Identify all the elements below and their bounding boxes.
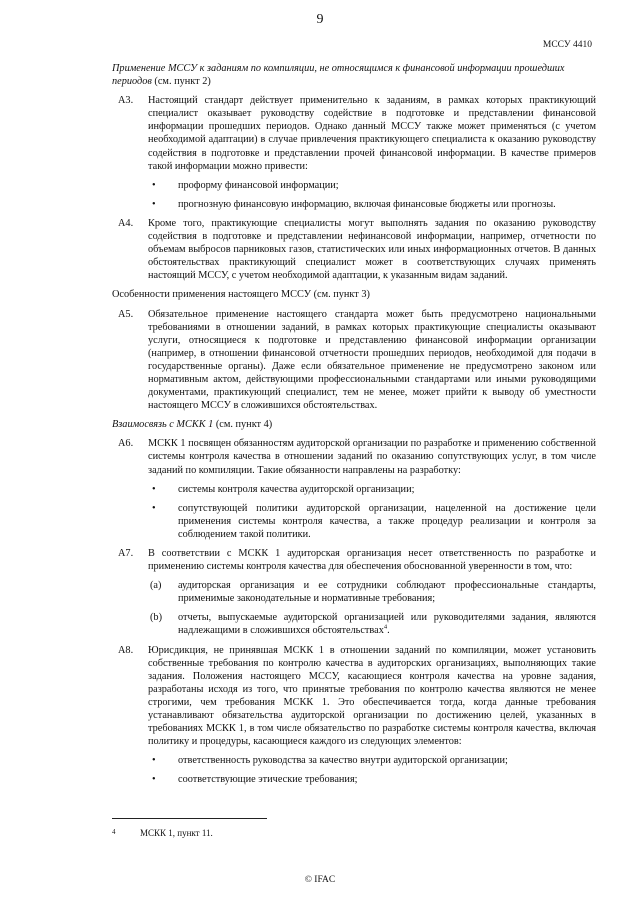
bullet-item: • прогнозную финансовую информацию, включая финансовые бюджеты или прогнозы.: [152, 198, 556, 210]
paragraph-number: A6.: [118, 438, 134, 450]
footnote-mark: 4: [112, 828, 116, 836]
footnote-reference[interactable]: 4: [383, 624, 388, 632]
paragraph-a6: [112, 437, 596, 476]
bullet-item: • проформу финансовой информации;: [152, 179, 339, 191]
bullet-item: • ответственность руководства за качество внутри аудиторской организации;: [152, 755, 508, 767]
paragraph-number: A3.: [118, 95, 134, 107]
paragraph-a3: [112, 94, 596, 173]
section-heading-application: Особенности применения настоящего МССУ (см. пункт 3): [112, 289, 370, 301]
paragraph-text: Настоящий стандарт действует применительно к заданиям, в рамках которых практикующий специалист оказывает руководству содействие в подготовке и представлении финансовой информации прошедших периодов. Однако данный МССУ также может применяться (с учетом необходимой адаптации) в случае привлечения практикующего специалиста к оказанию руководству содействия в подготовке и представлении прочей финансовой информации. В качестве примеров такой информации можно привести:: [148, 95, 596, 172]
list-item: (a) аудиторская организация и ее сотрудники соблюдают профессиональные стандарты, применимые законодательные и нормативные требования;: [150, 580, 596, 605]
footnote-separator: [112, 818, 267, 819]
paragraph-a7: [112, 547, 596, 573]
paragraph-number: A5.: [118, 308, 134, 320]
page-number: 9: [316, 12, 324, 27]
paragraph-number: A4.: [118, 217, 134, 229]
bullet-icon: •: [152, 483, 156, 495]
paragraph-text: В соответствии с МСКК 1 аудиторская организация несет ответственность по разработке и применению системы контроля качества для обеспечения обоснованной уверенности в том, что:: [148, 548, 596, 573]
bullet-icon: •: [152, 755, 156, 767]
list-item: (b) отчеты, выпускаемые аудиторской организацией или руководителями задания, являются надлежащими в сложившихся обстоятельствах$^4$.: [150, 612, 596, 637]
paragraph-text: Обязательное применение настоящего стандарта может быть предусмотрено национальными требованиями в отношении заданий, в рамках которых практикующие специалисты оказывают услуги, относящиеся к подготовке и представлению финансовой информации организации (например, в отношении финансовой отчетности прошедших периодов, необходимой для подачи в государственные органы). Даже если обязательное применение не предусмотрено законом или нормативным актом, действующими профессиональными стандартами или иными руководящими документами, практикующий специалист, тем не менее, может прийти к выводу об уместности настоящего МССУ в сложившихся обстоятельствах.: [148, 308, 596, 412]
paragraph-a5: [112, 308, 596, 413]
paragraph-number: A7.: [118, 548, 134, 559]
bullet-item: • соответствующие этические требования;: [152, 774, 358, 786]
list-item-label: (a): [150, 580, 162, 592]
section-heading-iscq1: Взаимосвязь с МСКК 1 (см. пункт 4): [112, 419, 273, 431]
bullet-item: • системы контроля качества аудиторской организации;: [152, 483, 415, 495]
bullet-icon: •: [152, 774, 156, 786]
paragraph-number: A8.: [118, 644, 134, 656]
footnote: [112, 828, 213, 838]
paragraph-text: Юрисдикция, не принявшая МСКК 1 в отношении заданий по компиляции, может установить собственные требования по контролю качества в аудиторских организациях, выполняющих такие задания. Положения настоящего МССУ, касающиеся контроля качества на уровне задания, разработаны исходя из того, что принятые требования по контролю качества являются не менее строгими, чем требования МСКК 1. Это обеспечивается тогда, когда данные требования устанавливают обязательства аудиторской организации по достижению целей, указанных в требованиях МСКК 1, в том числе обязательство по разработке системы контроля качества, включая политику и процедуры, касающиеся каждого из следующих элементов:: [148, 644, 596, 748]
document-id: МССУ 4410: [542, 40, 592, 50]
bullet-icon: •: [152, 198, 156, 210]
page-content: [112, 62, 596, 793]
bullet-icon: •: [152, 179, 156, 191]
paragraph-a8: [112, 644, 596, 749]
page-footer: © IFAC: [304, 875, 336, 885]
paragraph-text: МСКК 1 посвящен обязанностям аудиторской организации по разработке и применению собственной системы контроля качества в отношении заданий по оказанию сопутствующих услуг, в том числе заданий по компиляции. Такие обязанности направлены на разработку:: [148, 438, 596, 476]
paragraph-text: Кроме того, практикующие специалисты могут выполнять задания по оказанию руководству содействия в подготовке и представлении нефинансовой информации, например, отчетности по объемам выбросов парниковых газов, статистических или иных информационных отчетов. В данных обстоятельствах практикующий специалист может в соответствующих случаях применять настоящий МССУ, с учетом необходимой адаптации, к указанным видам заданий.: [148, 217, 596, 282]
footnote-text: МСКК 1, пункт 11.: [140, 828, 213, 838]
bullet-icon: •: [152, 502, 156, 514]
bullet-item: • сопутствующей политики аудиторской организации, нацеленной на достижение цели применения системы контроля качества, а также процедур реализации и контроля за соблюдением такой политики.: [152, 502, 596, 540]
list-item-label: (b): [150, 612, 163, 624]
paragraph-a4: [112, 217, 596, 282]
section-heading-scope: Применение МССУ к заданиям по компиляции, не относящимся к финансовой информации прошедших периодов (см. пункт 2): [112, 63, 565, 88]
